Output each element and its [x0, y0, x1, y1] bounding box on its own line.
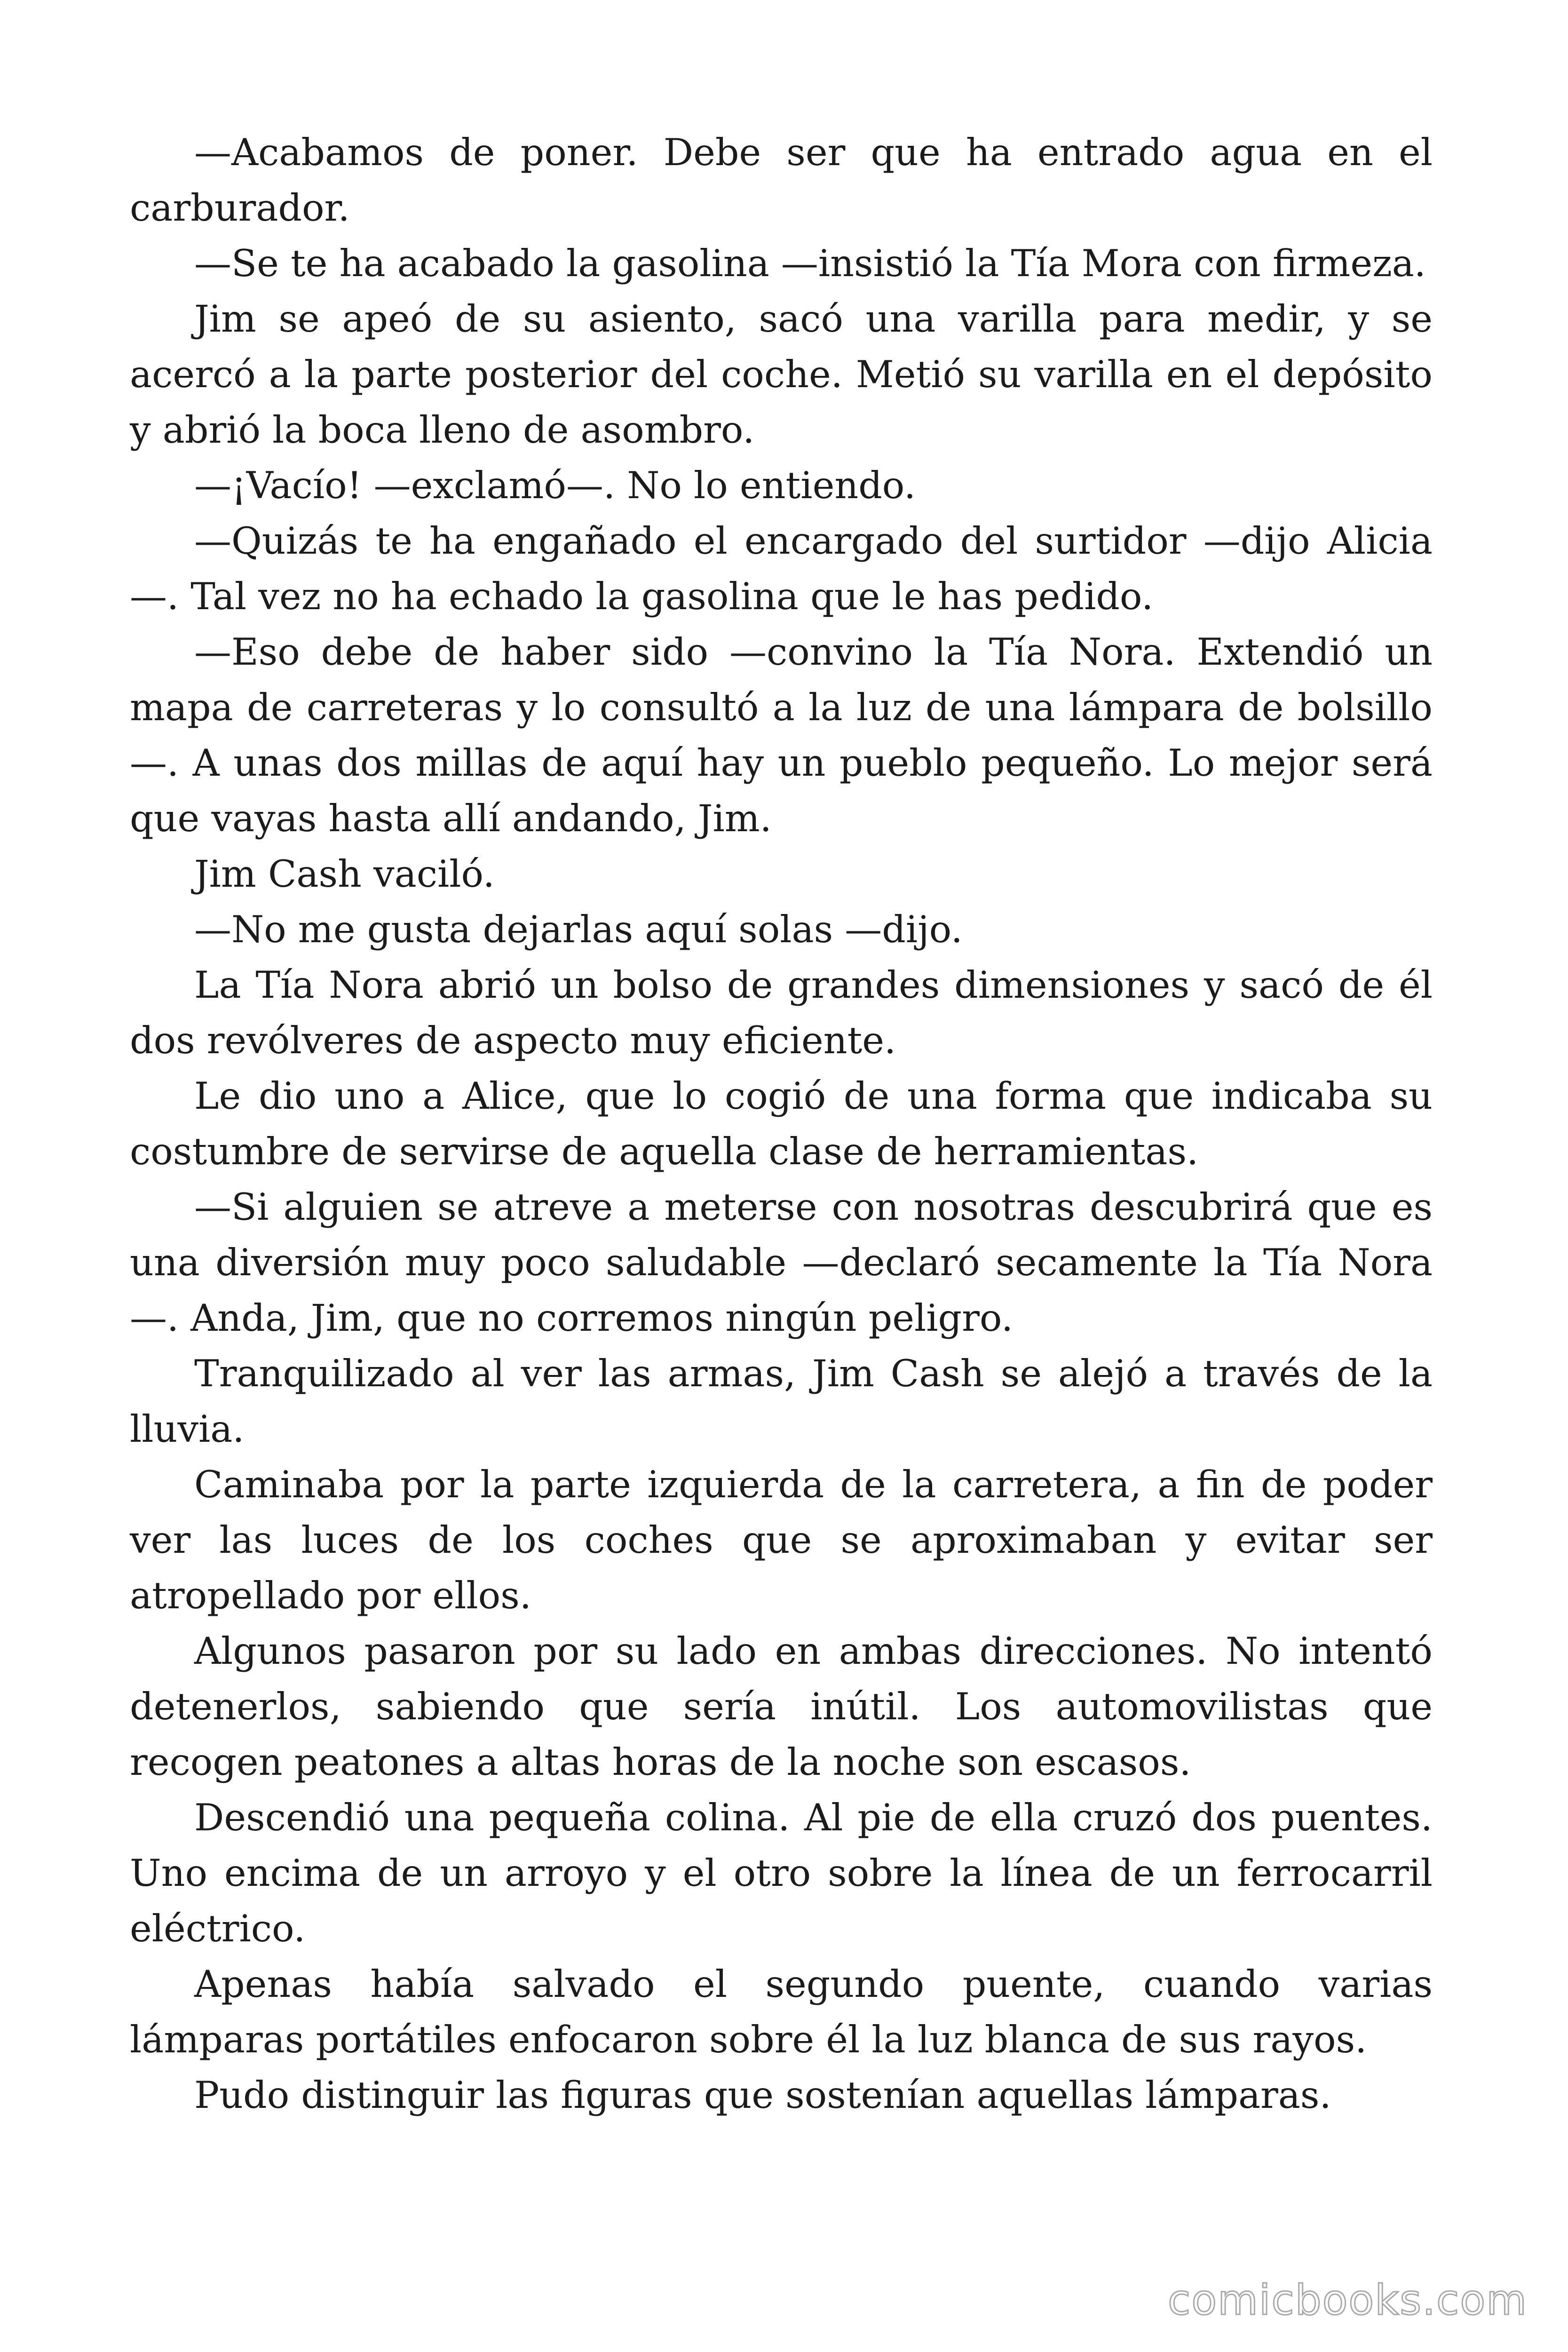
paragraph: Pudo distinguir las figuras que sostenían aquellas lámparas.	[194, 2074, 1331, 2117]
paragraph: —Si alguien se atreve a meterse con nosotras descubrirá que es una diversión muy poco saludable —declaró secamente la Tía Nora —. Anda, Jim, que no corremos ningún peligro.	[130, 1185, 1433, 1340]
book-page-text	[130, 125, 1433, 2123]
paragraph: Algunos pasaron por su lado en ambas direcciones. No intentó detenerlos, sabiendo que sería inútil. Los automovilistas que recogen peatones a altas horas de la noche son escasos.	[130, 1629, 1433, 1784]
paragraph: Apenas había salvado el segundo puente, cuando varias lámparas portátiles enfocaron sobre él la luz blanca de sus rayos.	[130, 1963, 1433, 2061]
paragraph: —Se te ha acabado la gasolina —insistió la Tía Mora con firmeza.	[194, 242, 1426, 285]
paragraph: Le dio uno a Alice, que lo cogió de una forma que indicaba su costumbre de servirse de aquella clase de herramientas.	[130, 1074, 1433, 1173]
paragraph: Caminaba por la parte izquierda de la carretera, a fin de poder ver las luces de los coches que se aproximaban y evitar ser atropellado por ellos.	[130, 1463, 1433, 1617]
paragraph: Jim se apeó de su asiento, sacó una varilla para medir, y se acercó a la parte posterior del coche. Metió su varilla en el depósito y abrió la boca lleno de asombro.	[130, 297, 1433, 452]
paragraph: —¡Vacío! —exclamó—. No lo entiendo.	[194, 464, 916, 507]
paragraph: —Acabamos de poner. Debe ser que ha entrado agua en el carburador.	[130, 131, 1433, 230]
paragraph: La Tía Nora abrió un bolso de grandes dimensiones y sacó de él dos revólveres de aspecto muy eficiente.	[130, 963, 1433, 1062]
paragraph: —Eso debe de haber sido —convino la Tía Nora. Extendió un mapa de carreteras y lo consultó a la luz de una lámpara de bolsillo —. A unas dos millas de aquí hay un pueblo pequeño. Lo mejor será que vayas hasta allí andando, Jim.	[130, 630, 1433, 840]
paragraph: Jim Cash vaciló.	[194, 852, 495, 896]
paragraph: Descendió una pequeña colina. Al pie de ella cruzó dos puentes. Uno encima de un arroyo y el otro sobre la línea de un ferrocarril eléctrico.	[130, 1796, 1433, 1950]
watermark-logo: comicbooks.com	[1167, 2276, 1528, 2324]
paragraph: —Quizás te ha engañado el encargado del surtidor —dijo Alicia —. Tal vez no ha echado la gasolina que le has pedido.	[130, 519, 1433, 618]
paragraph: —No me gusta dejarlas aquí solas —dijo.	[194, 908, 963, 951]
paragraph: Tranquilizado al ver las armas, Jim Cash se alejó a través de la lluvia.	[130, 1352, 1433, 1451]
